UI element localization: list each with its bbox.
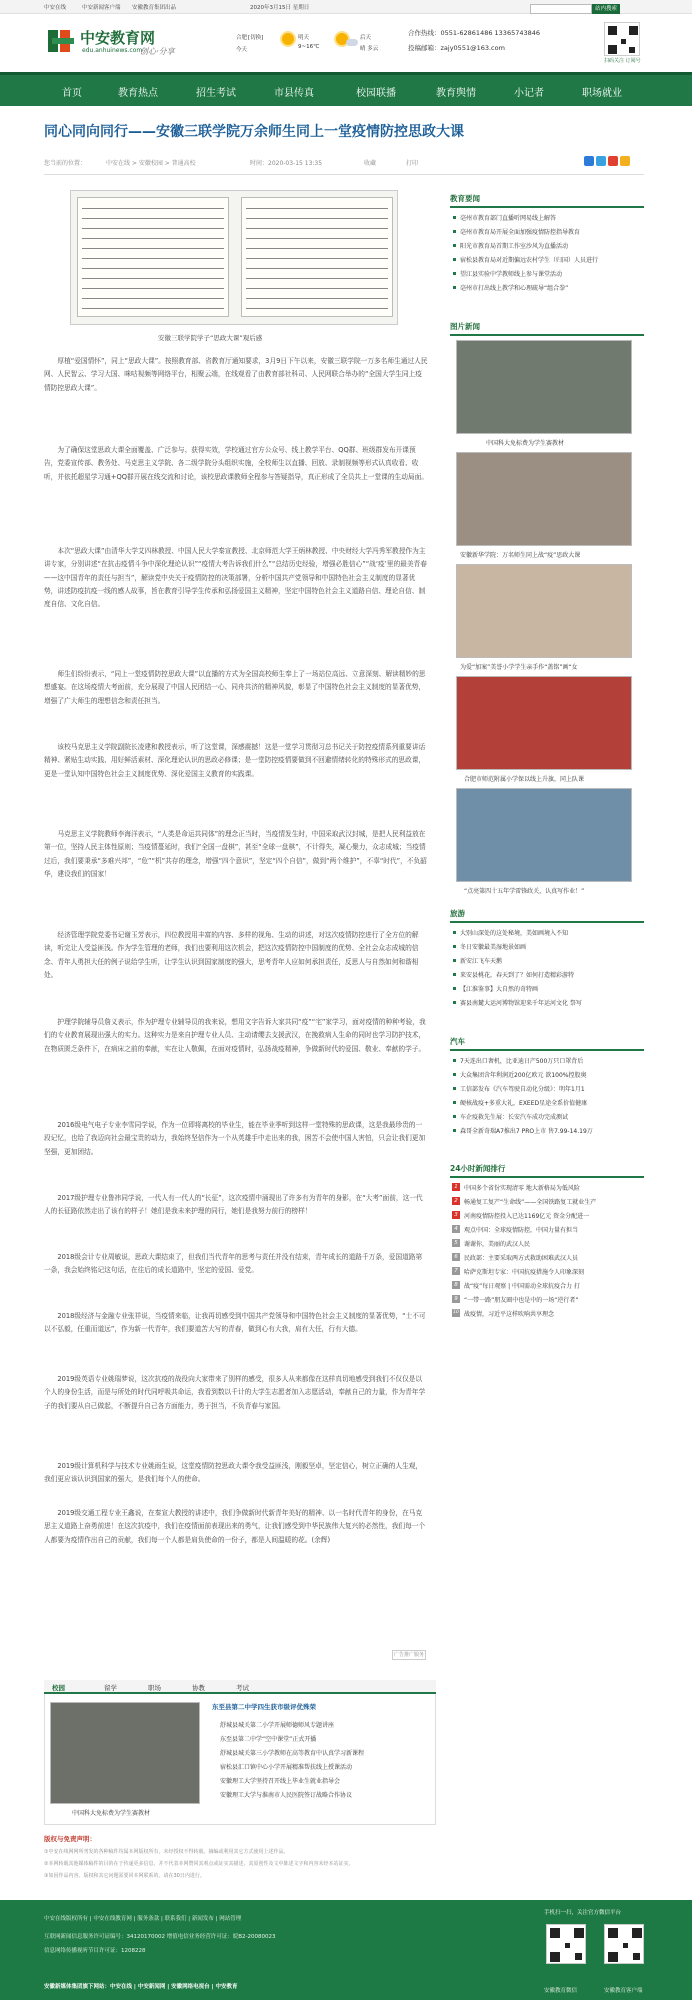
- paragraph: 本次“思政大课”由清华大学艾四林教授、中国人民大学秦宣教授、北京师范大学王炳林教授、中央财经大学冯秀军教授作为主讲专家，分别讲述“在抗击疫情斗争中深化理论认识”“疫情大考告诉我们什么”“总结历史经验，增强必胜信心”“战‘疫’里的最美青春——这中国青年的责任与担当”，解读党中央关于疫情防控的决策部署，分析中国共产党领导和中国特色社会主义制度的显著优势，讲述防疫抗疫一线的感人故事，旨在教育引导学生传承和弘扬爱国主义精神，坚定中国特色社会主义道路自信、理论自信、制度自信、文化自信。: [44, 547, 427, 609]
- tab-abroad[interactable]: 留学: [104, 1684, 117, 1692]
- paragraph: 2018级经济与金融专业张祥说，当疫情来临，让我再切感受到中国共产党领导和中国特色社会主义制度的显著优势，“士不可以不弘毅，任重而道远”，作为新一代青年，我们要道苦大写的青春，做到心有大我，肩有大任，行有大德。: [44, 1312, 426, 1334]
- rank-badge: 4: [452, 1225, 460, 1233]
- logo-url: edu.anhuinews.com: [82, 47, 143, 54]
- edu-group-label: 安徽教育集团出品: [132, 5, 177, 11]
- weather-temp: 9~16℃: [298, 44, 320, 50]
- nav-exam[interactable]: 招生考试: [196, 88, 236, 99]
- list-item[interactable]: 战“疫”每日观察 | 中国需动全球抗疫合力 打: [464, 1283, 580, 1290]
- qr-caption: 扫码关注 订阅号: [604, 58, 641, 64]
- photo-caption[interactable]: 安徽新华学院：万名师生同上战“疫”思政大课: [460, 552, 581, 559]
- photo-thumb[interactable]: [456, 452, 632, 546]
- list-item[interactable]: 安徽理工大学与淮南市人民医院签订战略合作协议: [220, 1792, 353, 1799]
- publish-time: 时间：2020-03-15 13:35: [250, 160, 323, 167]
- disclaimer-line: ②本网转载其他媒体稿件的目的在于传递更多信息，并不代表本网赞同其观点或证实其描述，其原创性及文中陈述文字和内容未经本站证实。: [44, 1861, 354, 1867]
- list-item[interactable]: 哈萨克斯坦专家：中国抗疫措施令人印象深刻: [464, 1269, 585, 1276]
- rank-badge: 8: [452, 1281, 460, 1289]
- qr-label: 安徽教育客户端: [604, 1988, 643, 1994]
- logo-slogan: 创心·分享: [140, 47, 175, 56]
- sun-icon: [282, 33, 294, 45]
- list-item[interactable]: 大众集团含年利润近200亿欧元 欲100%控股奥: [460, 1072, 587, 1079]
- rank-badge: 7: [452, 1267, 460, 1275]
- list-item[interactable]: 中国多个省份实现清零 地大新格局为低风险: [464, 1185, 580, 1192]
- list-item[interactable]: 宿松县教育局对近期偏远农村学生（归国）人员进行: [460, 257, 599, 264]
- related-photo[interactable]: [50, 1702, 200, 1804]
- paragraph: 2018级会计专业周敏说，思政大课结束了，但我们当代青年的思考与责任并没有结束，青年成长的道路千万条，爱国道路第一条，我会始终铭记这句话，在往后的成长道路中，坚定的爱国、爱党。: [44, 1253, 423, 1275]
- rank-badge: 3: [452, 1211, 460, 1219]
- edu-news-heading: 教育要闻: [450, 193, 644, 208]
- paragraph: 马克思主义学院教师李海洋表示，“人类是命运共同体”的理念正当时，当疫情发生时，中国采取武汉封城，是把人民利益放在第一位，坚持人民主体性原则；当疫情蔓延时，我们“全国一盘棋”，甚至“全球一盘棋”，不计得失，凝心聚力，众志成城；当疫情过后，我们要秉承“多难兴邦”，“危”“机”共存的理念，增强“四个意识”，坚定“四个自信”，做到“两个维护”，不辜“时代”，不负韶华，建设我们的国家！: [44, 830, 427, 878]
- list-item[interactable]: 工信部发布《汽车驾驶自动化分级》：明年1月1: [460, 1086, 585, 1093]
- weather-day3-temp: 晴 多云: [360, 46, 379, 52]
- article-photo: [70, 190, 398, 325]
- footer-links[interactable]: 中安在线版权所有 | 中安在线教育网 | 服务条款 | 联系我们 | 新闻发布 | 网站管理: [44, 1916, 242, 1922]
- list-item[interactable]: “一带一路”朋友圈中也是中的一场“逆行者”: [464, 1297, 579, 1304]
- contribute-email[interactable]: 投稿邮箱：zajy0551@163.com: [408, 44, 505, 52]
- weather-today-label: 今天: [236, 47, 248, 53]
- date-label: 2020年3月15日 星期日: [250, 5, 310, 11]
- nav-edu-hot[interactable]: 教育热点: [118, 88, 158, 99]
- qr-code-icon: [604, 1924, 644, 1964]
- qr-code-icon: [604, 22, 640, 56]
- disclaimer-line: ③如因作品内容、版权和其它问题需要同本网联系的，请在30日内进行。: [44, 1873, 205, 1879]
- disclaimer-title: 版权与免责声明：: [44, 1835, 96, 1843]
- list-item[interactable]: 东至县第二中学“空中课堂”正式开播: [220, 1736, 317, 1743]
- search-input[interactable]: [530, 4, 592, 14]
- list-item[interactable]: 舒城县城关第三小学教师在高等教育中认真学习新课程: [220, 1750, 365, 1757]
- tab-assist[interactable]: 协教: [192, 1684, 205, 1692]
- tab-career[interactable]: 职场: [148, 1684, 161, 1692]
- paragraph: 师生们纷纷表示，“同上一堂疫情防控思政大课”以直播的方式为全国高校师生奉上了一场站位高远、立意深刻、解读精妙的思想盛宴。在这场疫情大考面前，充分展现了中国人民团结一心、同舟共济的精神风貌，彰显了中国特色社会主义制度的显著优势，增强了广大师生的理想信念和责任担当。: [44, 670, 426, 705]
- footer-partners[interactable]: 安徽新媒体集团旗下网站：中安在线 | 中安新闻网 | 安徽网络电视台 | 中安教育: [44, 1984, 238, 1990]
- photo-thumb[interactable]: [456, 676, 632, 770]
- rank-badge: 5: [452, 1239, 460, 1247]
- list-item[interactable]: 冬日安徽最美湿地景如画: [460, 944, 527, 951]
- weather-widget: [236, 29, 386, 59]
- tab-exam[interactable]: 考试: [236, 1684, 249, 1692]
- print-button[interactable]: 打印: [406, 160, 419, 167]
- tab-campus[interactable]: 校园: [52, 1684, 65, 1692]
- list-item[interactable]: 亳州市打出线上教学和心理疏导“组合拳”: [460, 285, 569, 292]
- share-plus-icon[interactable]: [584, 156, 594, 166]
- nav-reporter[interactable]: 小记者: [514, 88, 544, 99]
- qr-code-icon: [546, 1924, 586, 1964]
- paragraph: 为了确保这堂思政大课全面覆盖、广泛参与、获得实效，学校通过官方公众号、线上教学平台、QQ群、班级群发布开课预告，党委宣传部、教务处、马克思主义学院、各二级学院分头组织实施，全校师生以直播、回放、录制视频等形式认真收看、收听，并依托超星学习通+QQ群开展在线交流和讨论，该校思政课教师全程参与答疑指导，真正形成了全员共上一堂课的生动局面。: [44, 446, 428, 481]
- travel-heading: 旅游: [450, 908, 644, 923]
- car-heading: 汽车: [450, 1036, 644, 1051]
- nav-career[interactable]: 职场就业: [582, 88, 622, 99]
- paragraph: 护理学院辅导员詹义表示，作为护理专业辅导员的我来说，想用文字告诉大家共同“疫”“宅”家学习，面对疫情的种种考验，我们的专业教育展现出强大的实力。这种实力是来自护理专业人员、主动请缨去支援武汉，在挽救病人生命的同时也学习防护技术，在物质匮乏条件下，在病床之前的奉献，实在让人敬佩，在面对疫情时，弘扬战疫精神，争做新时代的爱国、敬业、奉献的学子。: [44, 1018, 426, 1053]
- photo-thumb[interactable]: [456, 340, 632, 434]
- paragraph: 厚植“爱国情怀”，同上“思政大课”。按照教育部、省教育厅通知要求，3月9日下午以来，安徽三联学院一万多名师生通过人民网、人民智云、学习大国、咪咕视频等网络平台，相聚云端，在线观看了由教育部社科司、人民网联合举办的“全国大学生同上疫情防控思政大课”。: [44, 357, 428, 392]
- list-item[interactable]: 亳州市教育局开展全面加强疫情防控指导教育: [460, 229, 581, 236]
- list-item[interactable]: 新安江飞车天鹅: [460, 958, 503, 965]
- share-weibo-icon[interactable]: [608, 156, 618, 166]
- list-item[interactable]: 森哥全新奇瑞A7推出7 PRO上市 售7.99-14.19万: [460, 1128, 593, 1135]
- cloud-icon: [346, 39, 358, 46]
- qr-label: 安徽教育微信: [544, 1988, 578, 1994]
- share-qq-icon[interactable]: [596, 156, 606, 166]
- rank-badge: 1: [452, 1183, 460, 1191]
- photo-caption[interactable]: 合肥市师范附属小学保以线上升旗，同上队课: [464, 776, 585, 783]
- list-item[interactable]: 来安县桃花，春天到了？如何打造精彩游特: [460, 972, 575, 979]
- logo-text: 中安教育网: [80, 29, 156, 47]
- breadcrumb[interactable]: 中安在线 > 安徽校园 > 普通高校: [106, 160, 196, 167]
- weather-city: 合肥: [236, 35, 248, 41]
- list-item[interactable]: 望江县实验中学教师线上参与课堂活动: [460, 271, 563, 278]
- list-item[interactable]: 车企疫救先生展：长安汽车成功完成测试: [460, 1114, 569, 1121]
- list-item[interactable]: 大别山深处的这处秘境，美如画境入不知: [460, 930, 569, 937]
- photo-caption[interactable]: “点亮第四十五年学雷锋政关，认真写作业！”: [464, 888, 585, 895]
- search-button[interactable]: 站内搜索: [592, 4, 620, 14]
- list-item[interactable]: 宿松县汇口镇中心小学开展精准帮扶线上授课活动: [220, 1764, 353, 1771]
- paragraph: 2017级护理专业鲁祎同学说，一代人有一代人的“长征”，这次疫情中涌现出了许多有为青年的身影，在“大考”面前，这一代人的长征路依然走出了该有的样子！她们是我未来护理的同行，她们是我努力前行的榜样！: [44, 1194, 423, 1216]
- photo-caption: 安徽三联学院学子“思政大课”观后感: [158, 334, 263, 342]
- paragraph: 2019级交通工程专业王鑫说，在秦宣大教授的讲述中，我们争做新时代新青年美好的精神、以一名时代青年的身份，在马克思主义道路上奋勇前进！在这次抗疫中，我们在疫情面前表现出来的勇气，让我们感受到中华民族伟大复兴的必然性，我们每一个人都要为疫情作出自己的贡献，我们每一个人都是肩负使命的一份子，都是人间温暖的花。(余辉): [44, 1509, 426, 1544]
- article-meta: [44, 158, 644, 170]
- nav-county[interactable]: 市县传真: [274, 88, 314, 99]
- top-bar: [0, 0, 692, 14]
- photo-thumb[interactable]: [456, 788, 632, 882]
- cooperation-hotline: 合作热线：0551-62861486 13365743846: [408, 29, 541, 37]
- photo-news-heading: 图片新闻: [450, 321, 644, 336]
- ad-label[interactable]: 广告推广服务: [393, 1652, 424, 1658]
- article-title: 同心同向同行——安徽三联学院万余师生同上一堂疫情防控思政大课: [44, 124, 464, 140]
- share-star-icon[interactable]: [620, 156, 630, 166]
- weather-day3-label: 后天: [360, 35, 372, 41]
- list-item[interactable]: 【江淮鉴事】大自然的奇特画: [460, 986, 539, 993]
- footer-follow: 手机扫一扫，关注官方微信平台: [544, 1910, 622, 1916]
- news-client-link[interactable]: 中安新闻客户端: [82, 5, 121, 11]
- nav-opinion[interactable]: 教育舆情: [436, 88, 476, 99]
- site-link[interactable]: 中安在线: [44, 5, 67, 11]
- logo-icon[interactable]: [46, 26, 78, 56]
- weather-switch-link[interactable]: [切换]: [248, 35, 264, 41]
- rank-badge: 9: [452, 1295, 460, 1303]
- nav-campus[interactable]: 校园联播: [356, 88, 396, 99]
- weather-day2-label: 明天: [298, 35, 310, 41]
- divider: [44, 174, 644, 175]
- disclaimer-line: ①中安在线网网所刊发的各种稿件均属本网版权所有，未经授权不得转载、摘编或利用其它方式使用上述作品。: [44, 1849, 289, 1855]
- list-item[interactable]: 舒城县城关第二小学开展师德师风专题讲座: [220, 1722, 335, 1729]
- nav-home[interactable]: 首页: [62, 88, 82, 99]
- list-item[interactable]: 硬核战疫+多重大礼，EXEED星途全系价值健康: [460, 1100, 588, 1107]
- collect-button[interactable]: 收藏: [364, 160, 377, 167]
- list-item[interactable]: 民政部：主要采取两方式救助困难武汉人员: [464, 1255, 579, 1262]
- location-label: 您当前的位置：: [44, 160, 87, 167]
- rank-badge: 6: [452, 1253, 460, 1261]
- list-item[interactable]: 7天连出口奢机，比亚迪日产500万只口罩背后: [460, 1058, 584, 1065]
- rank-badge: 10: [453, 1310, 459, 1315]
- list-item[interactable]: 安徽理工大学坚持召开线上毕业生就业指导会: [220, 1778, 341, 1785]
- related-headline[interactable]: 东至县第二中学四生获市级评优殊荣: [212, 1703, 316, 1711]
- photo-thumb[interactable]: [456, 564, 632, 658]
- footer-license: 互联网新闻信息服务许可证编号：34120170002 增值电信业务经营许可证：皖B2-20080023: [44, 1934, 276, 1940]
- paragraph: 该校马克思主义学院副院长凌建和教授表示，听了这堂课，深感震撼！这是一堂学习贯彻习总书记关于防控疫情系列重要讲话精神、紧贴生动实践、用好鲜活素材、深化理论认识的思政必修课；是一堂防控疫情要做到不回避情绪转化的特殊形式的思政课，更是一堂认知中国特色社会主义制度优势、深化爱国主义教育的实践课。: [44, 743, 426, 778]
- list-item[interactable]: 战疫情，习近平这样吹响共享理念: [464, 1311, 555, 1318]
- list-item[interactable]: 畅通复工复产“生命线”——全国铁路复工就业生产: [464, 1199, 597, 1206]
- list-item[interactable]: 阳光市教育局首期工作室沙风为直播活动: [460, 243, 569, 250]
- photo-caption[interactable]: 中国科大免标费为学生赛教材: [486, 440, 565, 447]
- list-item[interactable]: 河南疫情防控投入已达1169亿元 资金分配进一: [464, 1213, 590, 1220]
- main-nav: [0, 72, 692, 106]
- paragraph: 经济管理学院党委书记谢玉芳表示，四位教授用丰富的内容、多样的视角、生动的讲述，对这次疫情防控进行了全方位的解读，听完让人受益匪浅。作为学生管理的老师，我们也要利用这次机会，把这次疫情防控中国制度的优势、全社会众志成城的信念、青年人勇担大任的例子说给学生听，让学生认识到国家制度的强大，思考青年人应如何承担责任，反思人与自然如何和谐相处。: [44, 931, 419, 979]
- list-item[interactable]: 谢谢你，美丽的武汉人民: [464, 1241, 531, 1248]
- paragraph: 2019级计算机科学与技术专业姚雨生说，这堂疫情防控思政大课令我受益匪浅，刚毅坚卓，坚定信心，树立正确的人生观，我们更应该认识到国家的强大，是我们每个人的使命。: [44, 1462, 423, 1484]
- photo-caption[interactable]: 为爱“加案”美誉小学学生亲手作“盖铭”画“女: [460, 664, 578, 671]
- list-item[interactable]: 赛县南麓大运河博物馆迎来千年运河文化 祭写: [460, 1000, 582, 1007]
- related-photo-caption[interactable]: 中国科大免标费为学生赛教材: [72, 1810, 151, 1817]
- footer-av-license: 信息网络传播视听节目许可证：1208228: [44, 1948, 146, 1954]
- list-item[interactable]: 亳州市教育部门直播听网易线上解答: [460, 215, 557, 222]
- paragraph: 2016级电气电子专业李雪同学说，作为一位即将离校的毕业生，能在毕业季听到这样一堂特殊的思政课，这是我最珍贵的一段记忆，也给了我迈向社会最宝贵的动力，我始终坚信作为一个从英雄手中走出来的我，困苦不会使中国人害怕，只会让我们更加坚强，更加团结。: [44, 1121, 426, 1156]
- rank-heading: 24小时新闻排行: [450, 1163, 644, 1178]
- paragraph: 2019级英语专业姚瑞梦说，这次抗疫的战役向大家带来了别样的感受，很多人从来都像在这样真切地感受到我们不仅仅是以个人的身份生活，而是与所处的时代同呼吸共命运，我看到数以千计的大学生志愿者加入志愿活动，奉献自己的力量，作为青年学子的我们要从自己做起，不断提升自己各方面能力，勇于担当，不负青春与家国。: [44, 1375, 426, 1410]
- site-footer: [0, 1900, 692, 2000]
- list-item[interactable]: 观点中国：全球疫情防控，中国力量有担当: [464, 1227, 579, 1234]
- rank-badge: 2: [452, 1197, 460, 1205]
